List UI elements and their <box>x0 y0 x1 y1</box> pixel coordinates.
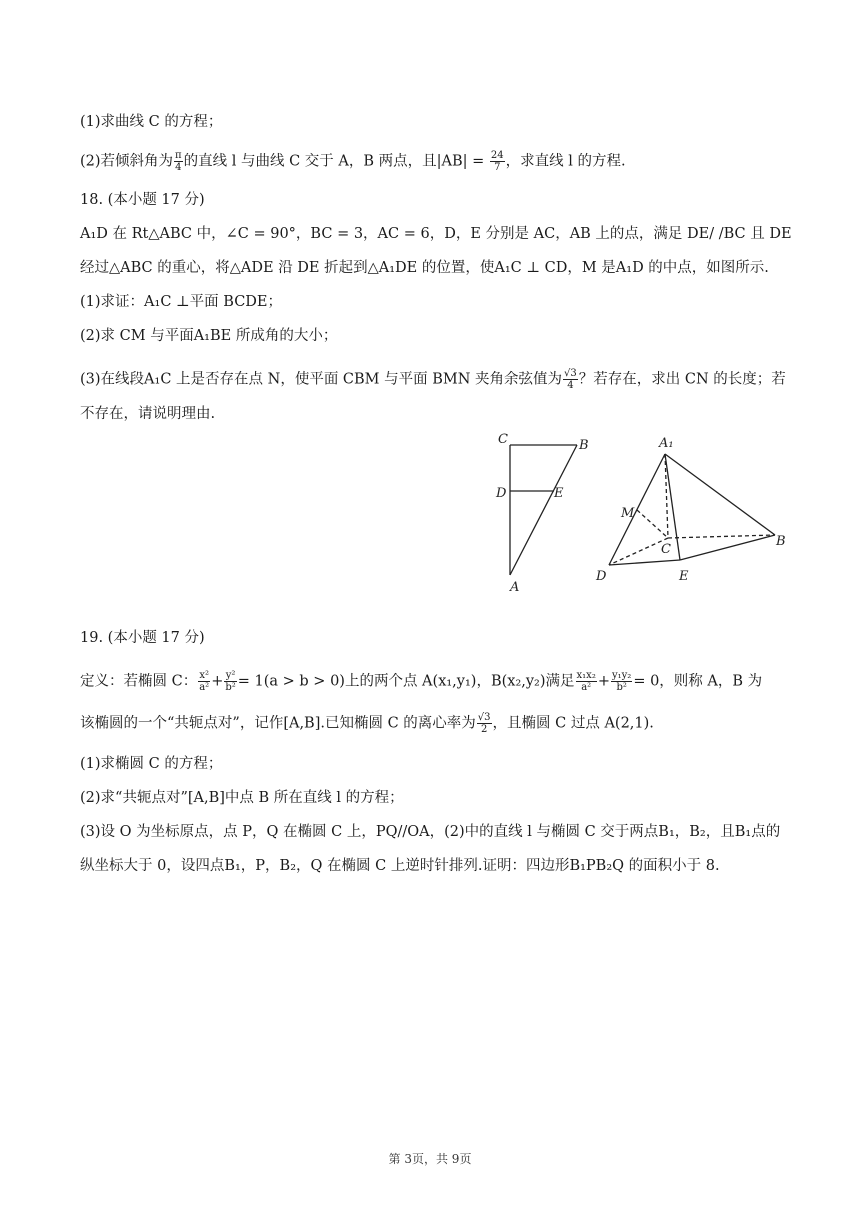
fraction-x1x2-a2: $\frac{\text{x₁x₂}}{\text{a²}}$ <box>576 670 596 693</box>
q18-statement-2: 经过△ABC 的重心，将△ADE 沿 DE 折起到△A₁DE 的位置，使A₁C ⊥ CD，M 是A₁D 的中点，如图所示. <box>80 260 769 276</box>
q19-heading: 19. (本小题 17 分) <box>80 630 205 646</box>
fraction-pi-over-4: $\frac{\pi}{4}$ <box>175 150 182 173</box>
q18-part3-text-a: (3)在线段A₁C 上是否存在点 N，使平面 CBM 与平面 BMN 夹角余弦值为 <box>80 371 563 388</box>
label-right-d: D <box>596 569 607 584</box>
q18-statement-1: A₁D 在 Rt△ABC 中，∠C = 90°，BC = 3，AC = 6，D，E 分别是 AC，AB 上的点，满足 DE/ /BC 且 DE <box>80 226 792 242</box>
fraction-sqrt3-over-4: $\frac{√3}{4}$ <box>564 368 577 391</box>
q19-definition-1: 定义：若椭圆 C： $\frac{\text{x²}}{\text{a²}}$ + $\frac{\text{y²}}{\text{b²}}$ = 1(a > b > 0)上的两个点 A(x₁,y₁)，B(x₂,y₂)满足 $\frac{\text{x₁x₂}}{\text{a²}}$ + $\frac{\text{y₁y₂}}{\text{b²}}$ = 0，则称 A，B 为 <box>80 670 763 693</box>
fraction-x2-a2: $\frac{\text{x²}}{\text{a²}}$ <box>199 670 210 693</box>
label-left-c: C <box>498 432 508 447</box>
page-footer: 第 3页，共 9页 <box>388 1152 472 1166</box>
fraction-24-over-7: $\frac{24}{7}$ <box>490 150 504 173</box>
q18-figure <box>480 425 800 600</box>
label-right-m: M <box>621 506 635 521</box>
label-left-a: A <box>510 580 520 595</box>
label-left-e: E <box>554 486 564 501</box>
triangle-abc-figure <box>510 445 577 575</box>
q18-heading: 18. (本小题 17 分) <box>80 192 205 208</box>
q18-part3-cont: 不存在，请说明理由. <box>80 406 216 422</box>
label-left-d: D <box>496 486 507 501</box>
q19-part3: (3)设 O 为坐标原点，点 P，Q 在椭圆 C 上，PQ//OA，(2)中的直线 l 与椭圆 C 交于两点B₁，B₂，且B₁点的 <box>80 824 781 840</box>
q17-part2-text-a: (2)若倾斜角为 <box>80 153 174 170</box>
label-right-c: C <box>661 542 671 557</box>
q17-part2-text-b: 的直线 l 与曲线 C 交于 A，B 两点，且|AB| = <box>183 153 489 170</box>
label-left-b: B <box>579 438 589 453</box>
q18-part2: (2)求 CM 与平面A₁BE 所成角的大小； <box>80 328 338 344</box>
q19-part2: (2)求“共轭点对”[A,B]中点 B 所在直线 l 的方程； <box>80 790 404 806</box>
q18-part3 <box>80 368 786 391</box>
q19-part3-cont: 纵坐标大于 0，设四点B₁，P，B₂，Q 在椭圆 C 上逆时针排列.证明：四边形B₁PB₂Q 的面积小于 8. <box>80 858 720 874</box>
q17-part1: (1)求曲线 C 的方程； <box>80 114 223 130</box>
label-right-e: E <box>679 569 689 584</box>
q18-part1: (1)求证：A₁C ⊥平面 BCDE； <box>80 294 283 310</box>
fraction-y2-b2: $\frac{\text{y²}}{\text{b²}}$ <box>225 670 236 693</box>
fraction-y1y2-b2: $\frac{\text{y₁y₂}}{\text{b²}}$ <box>611 670 632 693</box>
q19-part1: (1)求椭圆 C 的方程； <box>80 756 223 772</box>
fraction-sqrt3-over-2: $\frac{√3}{2}$ <box>477 712 491 735</box>
q19-definition-2: 该椭圆的一个“共轭点对”，记作[A,B].已知椭圆 C 的离心率为 $\frac{√3}{2}$ ，且椭圆 C 过点 A(2,1). <box>80 712 654 735</box>
label-right-b: B <box>776 534 786 549</box>
q17-part2 <box>80 150 780 173</box>
q17-part2-text-c: ，求直线 l 的方程. <box>505 153 626 170</box>
label-right-a1: A₁ <box>659 436 674 451</box>
q18-part3-text-b: ？若存在，求出 CN 的长度；若 <box>578 371 786 388</box>
